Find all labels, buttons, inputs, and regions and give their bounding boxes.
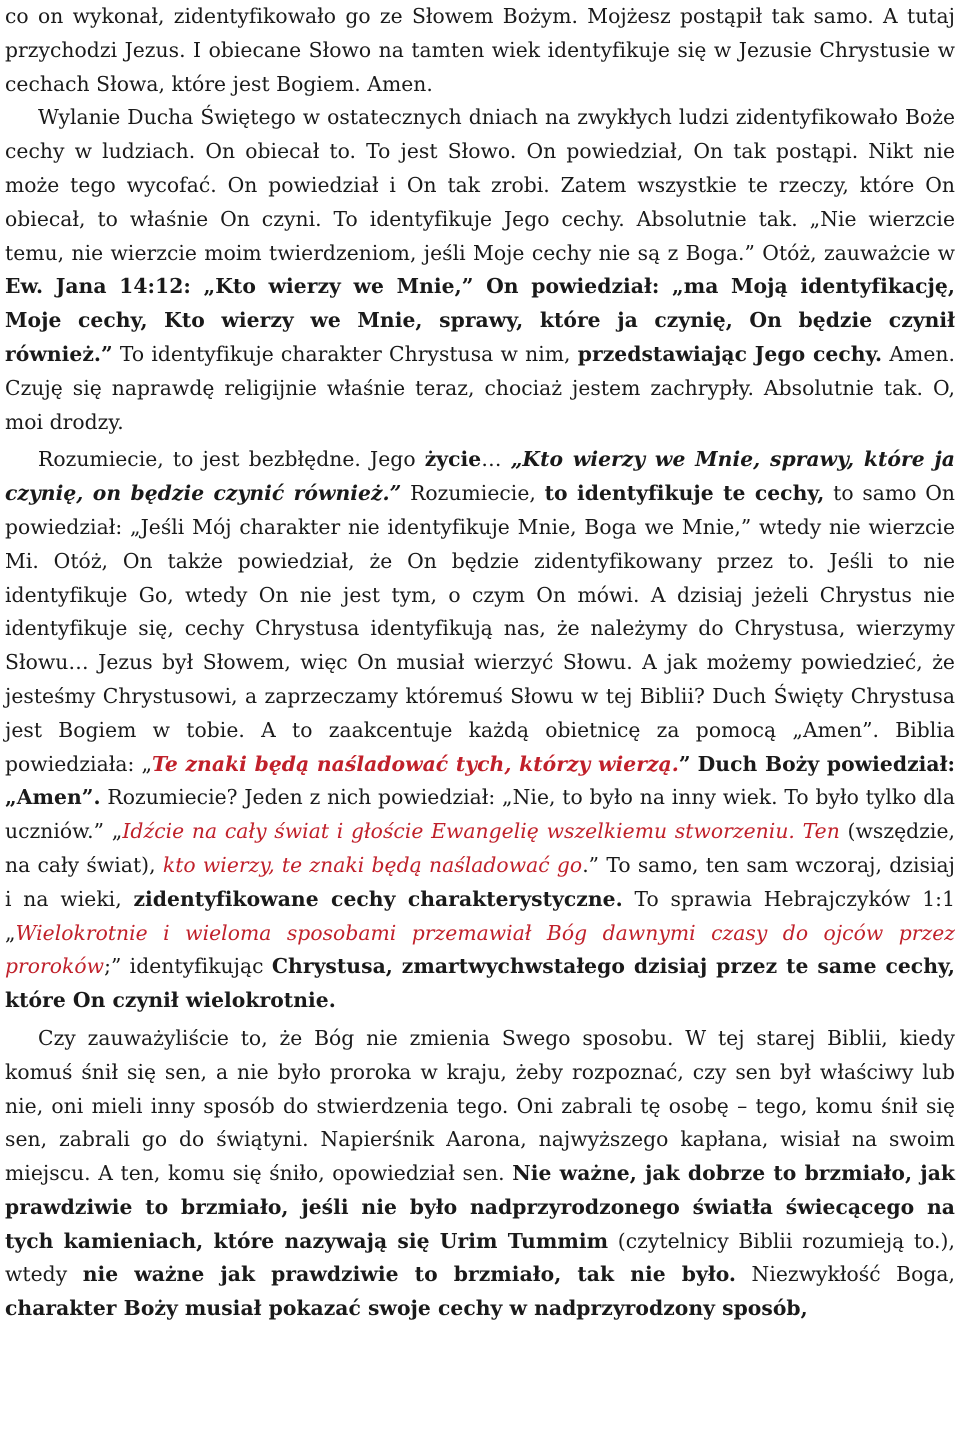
text-run <box>691 752 698 776</box>
text-run: (wszędzie, na cały świat), <box>5 819 956 877</box>
text-run: Chrystusa, zmartwychwstałego dzisiaj przez te same cechy, które On czynił wielokrotnie. <box>5 954 955 1013</box>
text-run: Amen. Czuję się naprawdę religijnie właśnie teraz, chociaż jestem zachrypły. Absolutnie tak. O, moi drodzy. <box>5 341 955 434</box>
paragraph-2 <box>5 101 955 439</box>
text-run: To sprawia Hebrajczyków 1:1 „ <box>5 886 956 945</box>
text-run: To identyfikuje charakter Chrystusa w nim, <box>112 341 578 366</box>
text-run: Te znaki będą naśladować tych, którzy wierzą. <box>152 751 679 776</box>
text-run: zidentyfikowane cechy charakterystyczne. <box>133 886 623 911</box>
text-run: Wylanie Ducha Świętego w ostatecznych dniach na zwykłych ludzi zidentyfikowało Boże cechy w ludziach. On obiecał to. To jest Słowo. On powiedział, On tak postąpi. Nikt nie może tego wycofać. On powiedział i On tak zrobi. Zatem wszystkie te rzeczy, które On obiecał, to właśnie On czyni. To identyfikuje Jego cechy. Absolutnie tak. „Nie wierzcie temu, nie wierzcie moim twierdzeniom, jeśli Moje cechy nie są z Boga.” Otóż, zauważcie w <box>5 105 955 265</box>
text-run: to samo On powiedział: „Jeśli Mój charakter nie identyfikuje Mnie, Boga we Mnie,” wtedy nie wierzcie Mi. Otóż, On także powiedział, że On będzie zidentyfikowany przez to. Jeśli to nie identyfikuje Go, wtedy On nie jest tym, o czym On mówi. A dzisiaj jeżeli Chrystus nie identyfikuje się, cechy Chrystusa identyfikują nas, że należymy do Chrystusa, wierzymy Słowu… Jezus był Słowem, więc On musiał wierzyć Słowu. A jak możemy powiedzieć, że jesteśmy Chrystusowi, a zaprzeczamy któremuś Słowu w tej Biblii? Duch Święty Chrystusa jest Bogiem w tobie. A to zaakcentuje każdą obietnicę za pomocą „Amen”. Biblia powiedziała: „ <box>5 481 955 776</box>
text-run: Rozumiecie? Jeden z nich powiedział: „Nie, to było na inny wiek. To było tylko dla uczniów.” „ <box>5 785 955 844</box>
paragraph-1 <box>5 0 955 101</box>
text-run: „Kto wierzy we Mnie, sprawy, które ja czynię, on będzie czynić również.” <box>5 447 955 506</box>
text-run: Rozumiecie, to jest bezbłędne. Jego <box>38 447 425 472</box>
text-run: Niezwykłość Boga, <box>736 1262 956 1287</box>
text-run: … <box>481 447 511 472</box>
text-run: nie ważne jak prawdziwie to brzmiało, tak nie było. <box>82 1262 737 1287</box>
text-run: charakter Boży musiał pokazać swoje cechy w nadprzyrodzony sposób, <box>5 1296 808 1321</box>
text-run: Rozumiecie, <box>401 481 545 506</box>
paragraph-3 <box>5 443 955 1018</box>
paragraph-4 <box>5 1022 955 1326</box>
text-run: życie <box>424 447 482 472</box>
text-run: ” <box>678 751 691 776</box>
text-run: Wielokrotnie i wieloma sposobami przemawiał Bóg dawnymi czasy do ojców przez proroków <box>5 920 955 979</box>
text-run: Ew. Jana 14:12: „Kto wierzy we Mnie,” On powiedział: „ma Moją identyfikację, Moje cechy, Kto wierzy we Mnie, sprawy, które ja czynię, On będzie czynił również.” <box>5 274 955 366</box>
text-run: kto wierzy, te znaki będą naśladować go <box>162 852 583 877</box>
text-run: Duch Boży powiedział: „Amen”. <box>5 751 956 810</box>
text-run: co on wykonał, zidentyfikowało go ze Słowem Bożym. Mojżesz postąpił tak samo. A tutaj przychodzi Jezus. I obiecane Słowo na tamten wiek identyfikuje się w Jezusie Chrystusie w cechach Słowa, które jest Bogiem. Amen. <box>5 4 955 96</box>
text-run: to identyfikuje te cechy, <box>544 481 825 506</box>
text-run: ;” identyfikując <box>104 954 272 979</box>
text-run: .” To samo, ten sam wczoraj, dzisiaj i na wieki, <box>5 852 955 911</box>
text-run: Nie ważne, jak dobrze to brzmiało, jak prawdziwie to brzmiało, jeśli nie było nadprzyrodzonego światła świecącego na tych kamieniach, które nazywają się Urim Tummim <box>5 1161 955 1253</box>
text-run: przedstawiając Jego cechy. <box>577 341 883 366</box>
text-run: Idźcie na cały świat i głoście Ewangelię wszelkiemu stworzeniu. Ten <box>122 819 840 844</box>
text-run: (czytelnicy Biblii rozumieją to.), wtedy <box>5 1228 955 1287</box>
text-run: Czy zauważyliście to, że Bóg nie zmienia Swego sposobu. W tej starej Biblii, kiedy komuś śnił się sen, a nie było proroka w kraju, żeby rozpoznać, czy sen był właściwy lub nie, oni mieli inny sposób do stwierdzenia tego. Oni zabrali tę osobę – tego, komu śnił się sen, zabrali go do świątyni. Napierśnik Aarona, najwyższego kapłana, wisiał na swoim miejscu. A ten, komu się śniło, opowiedział sen. <box>5 1025 955 1186</box>
